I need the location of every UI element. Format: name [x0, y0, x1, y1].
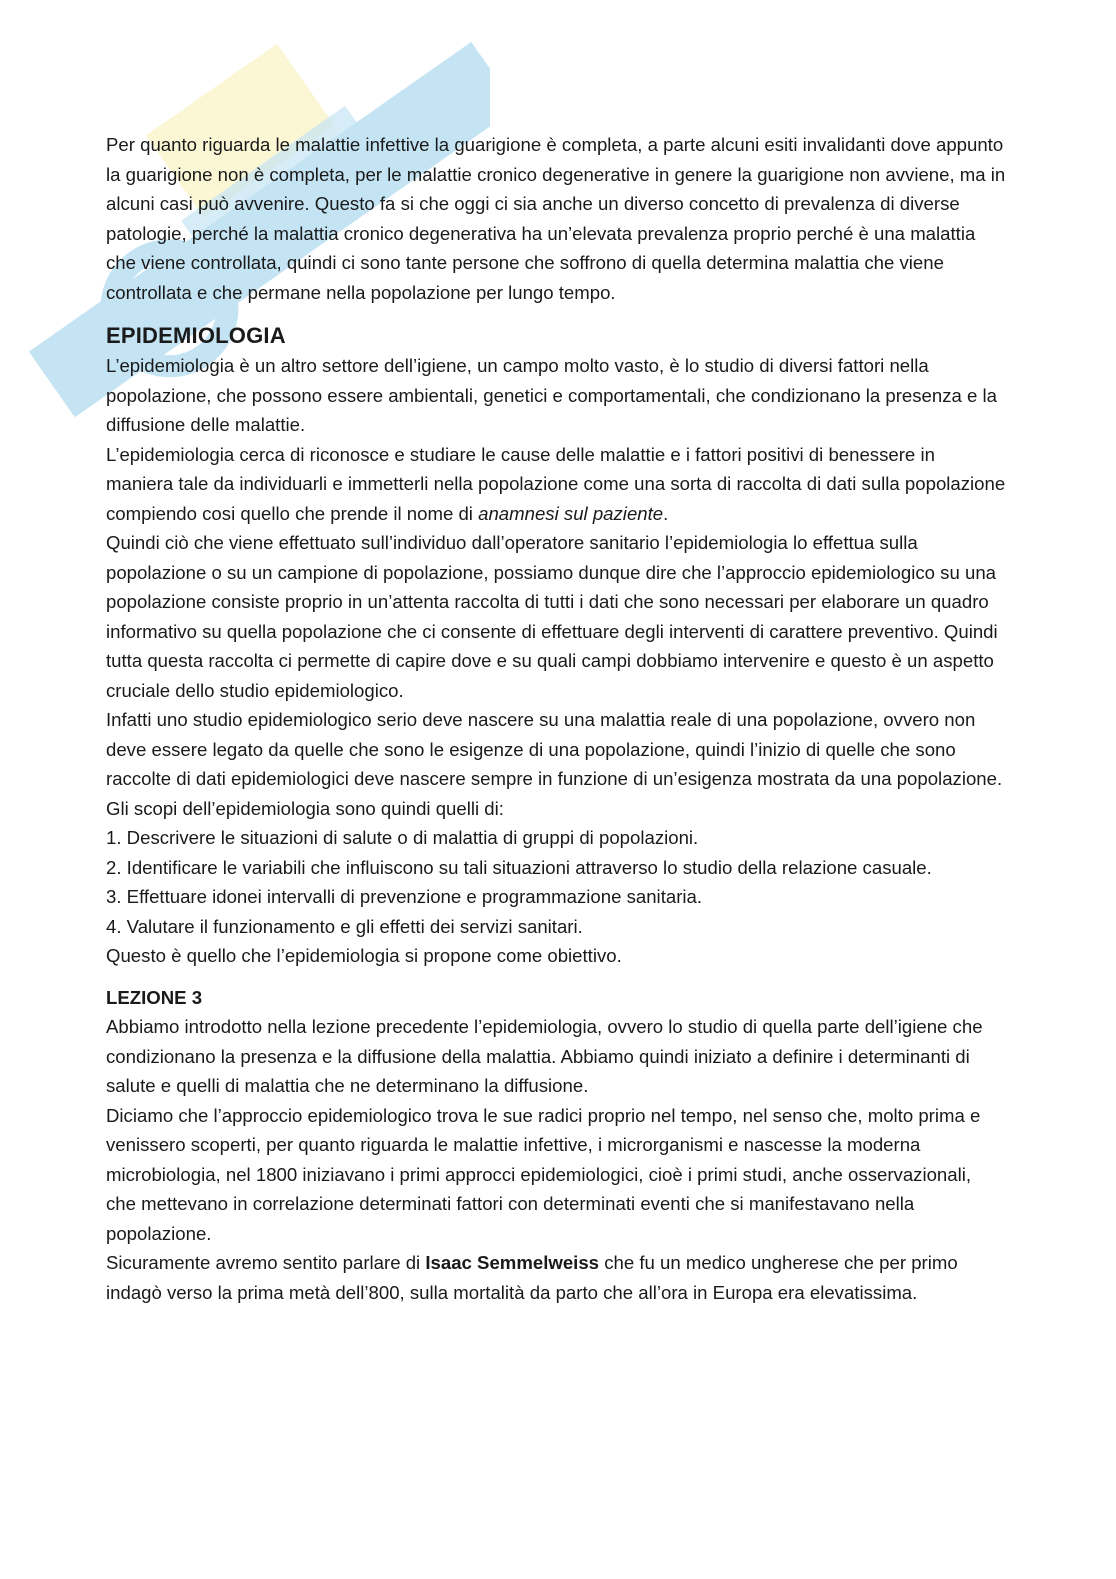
aims-intro: Gli scopi dell’epidemiologia sono quindi quelli di: [106, 797, 504, 819]
lesson3-paragraph-2: Diciamo che l’approccio epidemiologico trova le sue radici proprio nel tempo, nel senso che, molto prima e venissero scoperti, per quanto riguarda le malattie infettive, i microrganismi e nascesse la moderna microbiologia, nel 1800 iniziavano i primi approcci epidemiologici, cioè i primi studi, anche osservazionali, che mettevano in correlazione determinati fattori con determinati eventi che si manifestavano nella popolazione. [106, 1104, 981, 1244]
lesson3-paragraph-3 [106, 1248, 1006, 1307]
document-body [106, 130, 1006, 1307]
spacer [106, 307, 1006, 321]
lesson3-paragraph-1: Abbiamo introdotto nella lezione precedente l’epidemiologia, ovvero lo studio di quella parte dell’igiene che condizionano la presenza e la diffusione della malattia. Abbiamo quindi iniziato a definire i determinanti di salute e quelli di malattia che ne determinano la diffusione. [106, 1016, 983, 1096]
epidemiology-closing: Questo è quello che l’epidemiologia si propone come obiettivo. [106, 945, 622, 966]
lesson3-paragraph-3-end: che fu un medico ungherese che per primo indagò verso la prima metà dell’800, sulla mortalità da parto che all’ora in Europa era elevatissima. [106, 1252, 958, 1303]
epidemiology-paragraph-4: Infatti uno studio epidemiologico serio deve nascere su una malattia reale di una popolazione, ovvero non deve essere legato da quelle che sono le esigenze di una popolazione, quindi l’inizio di quelle che sono raccolte di dati epidemiologici deve nascere sempre in funzione di un’esigenza mostrata da una popolazione. [106, 709, 1003, 789]
epidemiology-paragraph-1: L’epidemiologia è un altro settore dell’igiene, un campo molto vasto, è lo studio di diversi fattori nella popolazione, che possono essere ambientali, genetici e comportamentali, che condizionano la presenza e la diffusione delle malattie. [106, 355, 997, 435]
epidemiology-paragraph-2 [106, 440, 1006, 529]
spacer [106, 971, 1006, 983]
aims-list-item: 1. Descrivere le situazioni di salute o di malattia di gruppi di popolazioni. [106, 827, 699, 848]
lesson3-paragraph-3-start: Sicuramente avremo sentito parlare di [106, 1252, 426, 1273]
section-heading-epidemiologia: EPIDEMIOLOGIA [106, 323, 286, 348]
aims-list-item: 3. Effettuare idonei intervalli di prevenzione e programmazione sanitaria. [106, 886, 703, 907]
epidemiology-paragraph-3: Quindi ciò che viene effettuato sull’individuo dall’operatore sanitario l’epidemiologia lo effettua sulla popolazione o su un campione di popolazione, possiamo dunque dire che l’approccio epidemiologico su una popolazione consiste proprio in un’attenta raccolta di tutti i dati che sono necessari per elaborare un quadro informativo su quella popolazione che ci consente di effettuare degli interventi di carattere preventivo. Quindi tutta questa raccolta ci permette di capire dove e su quali campi dobbiamo intervenire e questo è un aspetto cruciale dello studio epidemiologico. [106, 532, 998, 701]
epidemiology-paragraph-2-italic: anamnesi sul paziente [478, 502, 664, 524]
aims-list-item: 2. Identificare le variabili che influiscono su tali situazioni attraverso lo studio della relazione casuale. [106, 856, 932, 878]
aims-list-item: 4. Valutare il funzionamento e gli effetti dei servizi sanitari. [106, 915, 583, 937]
epidemiology-paragraph-2-end: . [663, 502, 669, 524]
person-name-semmelweiss: Isaac Semmelweiss [425, 1252, 600, 1273]
epidemiology-paragraph-2-text: L’epidemiologia cerca di riconosce e studiare le cause delle malattie e i fattori positivi di benessere in maniera tale da individuarli e immetterli nella popolazione come una sorta di raccolta di dati sulla popolazione compiendo cosi quello che prende il nome di [106, 443, 1006, 524]
intro-paragraph: Per quanto riguarda le malattie infettive la guarigione è completa, a parte alcuni esiti invalidanti dove appunto la guarigione non è completa, per le malattie cronico degenerative in genere la guarigione non avviene, ma in alcuni casi può avvenire. Questo fa si che oggi ci sia anche un diverso concetto di prevalenza di diverse patologie, perché la malattia cronico degenerativa ha un’elevata prevalenza proprio perché è una malattia che viene controllata, quindi ci sono tante persone che soffrono di quella determina malattia che viene controllata e che permane nella popolazione per lungo tempo. [106, 134, 1006, 303]
lesson-heading: LEZIONE 3 [106, 986, 203, 1008]
